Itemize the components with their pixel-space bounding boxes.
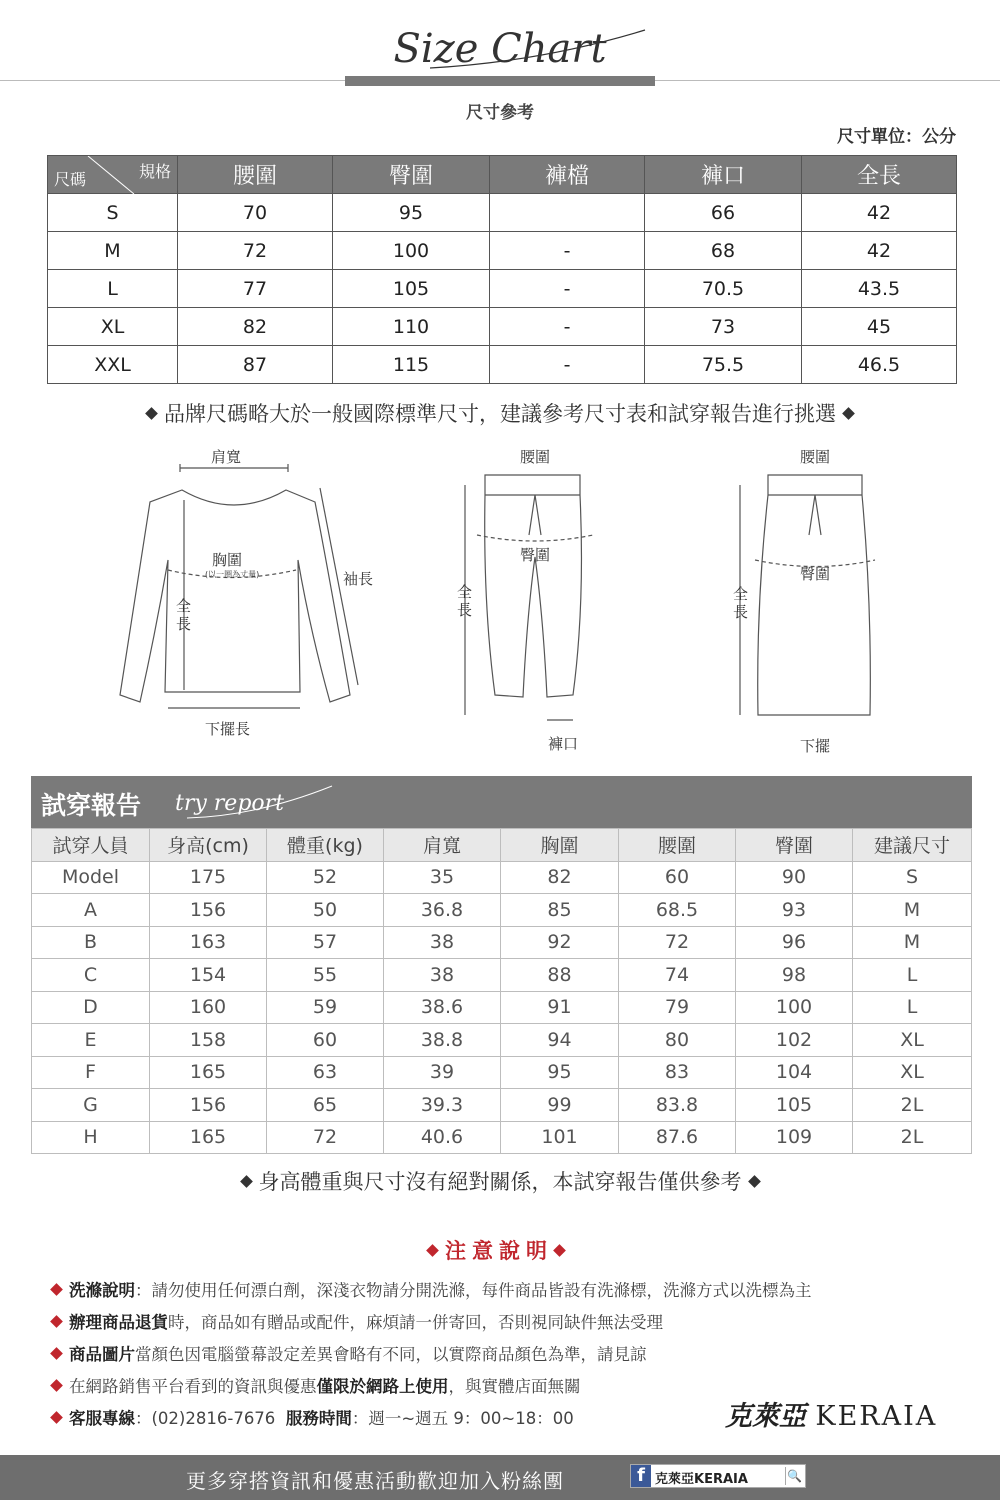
try-report-cell: 72 (619, 926, 736, 959)
size-cell: L (48, 270, 178, 308)
pants-waist-label: 腰圍 (520, 448, 551, 466)
top-length-label: 全長 (176, 597, 192, 633)
svg-text:Size Chart: Size Chart (393, 26, 607, 72)
measurement-cell: 66 (645, 194, 802, 232)
size-row (48, 308, 957, 346)
pants-diagram (455, 465, 605, 735)
try-report-cell: 38.8 (384, 1024, 501, 1057)
skirt-hem-label: 下擺 (800, 737, 831, 755)
try-report-cell: 40.6 (384, 1121, 501, 1154)
caution-item: 商品圖片當顏色因電腦螢幕設定差異會略有不同，以實際商品顏色為準，請見諒 (52, 1341, 647, 1365)
shoulder-label: 肩寬 (211, 448, 242, 466)
try-report-cell: 52 (267, 861, 384, 894)
col-header: 臀圍 (736, 829, 853, 862)
try-report-cell: E (32, 1024, 150, 1057)
skirt-hip-label: 臀圍 (800, 565, 831, 583)
try-report-cell: 105 (736, 1089, 853, 1122)
col-header: 試穿人員 (32, 829, 150, 862)
try-report-cell: 95 (501, 1056, 619, 1089)
skirt-waist-label: 腰圍 (800, 448, 831, 466)
try-report-cell: 38.6 (384, 991, 501, 1024)
try-report-cell: S (853, 861, 972, 894)
caution-item: 客服專線：(02)2816-7676 服務時間：週一~週五 9：00~18：00 (52, 1405, 574, 1429)
try-report-cell: C (32, 959, 150, 992)
size-cell: XL (48, 308, 178, 346)
try-report-cell: G (32, 1089, 150, 1122)
try-report-cell: 158 (150, 1024, 267, 1057)
try-report-cell: F (32, 1056, 150, 1089)
try-report-cell: 82 (501, 861, 619, 894)
try-report-cell: 2L (853, 1121, 972, 1154)
try-report-cell: 156 (150, 894, 267, 927)
pants-length-label: 全長 (457, 583, 473, 619)
col-header: 身高(cm) (150, 829, 267, 862)
measurement-cell: 42 (802, 194, 957, 232)
diamond-icon (240, 1175, 253, 1188)
try-report-cell: 74 (619, 959, 736, 992)
diamond-icon (50, 1347, 63, 1360)
try-report-cell: L (853, 959, 972, 992)
try-report-cell: 38 (384, 959, 501, 992)
try-report-cell: L (853, 991, 972, 1024)
corner-size-label: 尺碼 (54, 170, 87, 189)
try-report-cell: 65 (267, 1089, 384, 1122)
measurement-cell (490, 194, 645, 232)
try-report-row (32, 991, 972, 1024)
try-report-cell: 60 (619, 861, 736, 894)
try-report-script (167, 778, 337, 826)
try-report-cell: 38 (384, 926, 501, 959)
size-table (47, 155, 957, 384)
try-report-cell: 99 (501, 1089, 619, 1122)
top-garment-diagram (110, 440, 390, 740)
measurement-cell: 70 (178, 194, 333, 232)
try-report-row (32, 959, 972, 992)
caution-item: 洗滌說明：請勿使用任何漂白劑，深淺衣物請分開洗滌，每件商品皆設有洗滌標，洗滌方式以洗標為主 (52, 1277, 812, 1301)
try-report-cell: 98 (736, 959, 853, 992)
diamond-icon (145, 407, 158, 420)
size-cell: M (48, 232, 178, 270)
try-report-cell: 39.3 (384, 1089, 501, 1122)
try-report-cell: 72 (267, 1121, 384, 1154)
col-header: 臀圍 (333, 156, 490, 194)
measurement-cell: 82 (178, 308, 333, 346)
try-report-cell: 79 (619, 991, 736, 1024)
caution-item: 辦理商品退貨時，商品如有贈品或配件，麻煩請一併寄回，否則視同缺件無法受理 (52, 1309, 663, 1333)
measurement-cell: 46.5 (802, 346, 957, 384)
try-report-row (32, 861, 972, 894)
try-report-cell: 154 (150, 959, 267, 992)
try-report-row (32, 926, 972, 959)
caution-item: 在網路銷售平台看到的資訊與優惠僅限於網路上使用，與實體店面無關 (52, 1373, 581, 1397)
try-report-row (32, 894, 972, 927)
try-report-cell: A (32, 894, 150, 927)
try-report-cell: 63 (267, 1056, 384, 1089)
measurement-cell: - (490, 346, 645, 384)
try-report-cell: Model (32, 861, 150, 894)
try-report-cell: D (32, 991, 150, 1024)
try-report-row (32, 1056, 972, 1089)
col-header: 建議尺寸 (853, 829, 972, 862)
header-bar (345, 76, 655, 86)
pants-hip-label: 臀圍 (520, 546, 551, 564)
measurement-cell: 73 (645, 308, 802, 346)
diamond-icon (50, 1379, 63, 1392)
try-report-cell: 163 (150, 926, 267, 959)
measurement-cell: 68 (645, 232, 802, 270)
measurement-cell: 115 (333, 346, 490, 384)
try-report-cell: 93 (736, 894, 853, 927)
measurement-cell: 70.5 (645, 270, 802, 308)
try-report-cell: 92 (501, 926, 619, 959)
try-report-cell: 90 (736, 861, 853, 894)
measurement-cell: 95 (333, 194, 490, 232)
try-report-cell: H (32, 1121, 150, 1154)
pants-cuff-label: 褲口 (548, 735, 579, 753)
skirt-diagram (730, 465, 890, 735)
search-icon[interactable]: 🔍 (785, 1467, 803, 1485)
try-report-cell: 87.6 (619, 1121, 736, 1154)
try-report-cell: 83 (619, 1056, 736, 1089)
size-table-corner (48, 156, 178, 194)
try-report-cell: 35 (384, 861, 501, 894)
try-report-cell: 50 (267, 894, 384, 927)
measurement-cell: 77 (178, 270, 333, 308)
chest-note: (以一圈為丈量) (205, 570, 260, 579)
size-row (48, 232, 957, 270)
chest-label: 胸圍 (212, 551, 243, 569)
try-report-cell: 2L (853, 1089, 972, 1122)
measurement-cell: 110 (333, 308, 490, 346)
try-report-cell: 36.8 (384, 894, 501, 927)
col-header: 胸圍 (501, 829, 619, 862)
try-report-cell: M (853, 894, 972, 927)
col-header: 體重(kg) (267, 829, 384, 862)
try-report-note: 身高體重與尺寸沒有絕對關係，本試穿報告僅供參考 (0, 1166, 1000, 1196)
facebook-fanpage-link[interactable] (630, 1464, 806, 1488)
try-report-cell: 94 (501, 1024, 619, 1057)
try-report-cell: 55 (267, 959, 384, 992)
try-report-row (32, 1121, 972, 1154)
try-report-cell: 102 (736, 1024, 853, 1057)
size-row (48, 346, 957, 384)
sleeve-label: 袖長 (343, 570, 374, 588)
try-report-title: 試穿報告 (41, 791, 142, 820)
footer-text: 更多穿搭資訊和優惠活動歡迎加入粉絲團 (186, 1469, 564, 1493)
measurement-cell: - (490, 232, 645, 270)
try-report-cell: 175 (150, 861, 267, 894)
measurement-cell: - (490, 270, 645, 308)
try-report-cell: 83.8 (619, 1089, 736, 1122)
col-header: 腰圍 (178, 156, 333, 194)
col-header: 腰圍 (619, 829, 736, 862)
col-header: 褲檔 (490, 156, 645, 194)
brand-logo: 克萊亞 KERAIA (725, 1401, 938, 1432)
try-report-row (32, 1024, 972, 1057)
size-note: 品牌尺碼略大於一般國際標準尺寸，建議參考尺寸表和試穿報告進行挑選 (0, 398, 1000, 428)
size-cell: S (48, 194, 178, 232)
diamond-icon (50, 1283, 63, 1296)
try-report-cell: 57 (267, 926, 384, 959)
measurement-cell: 100 (333, 232, 490, 270)
try-report-cell: 39 (384, 1056, 501, 1089)
col-header: 肩寬 (384, 829, 501, 862)
measurement-cell: 87 (178, 346, 333, 384)
try-report-cell: 88 (501, 959, 619, 992)
try-report-cell: 104 (736, 1056, 853, 1089)
try-report-cell: XL (853, 1024, 972, 1057)
measurement-cell: 105 (333, 270, 490, 308)
size-cell: XXL (48, 346, 178, 384)
diamond-icon (50, 1411, 63, 1424)
unit-label: 尺寸單位：公分 (837, 127, 956, 147)
try-report-cell: 165 (150, 1121, 267, 1154)
facebook-icon: f (631, 1465, 651, 1487)
try-report-table (31, 828, 972, 1154)
try-report-cell: 60 (267, 1024, 384, 1057)
size-row (48, 270, 957, 308)
try-report-cell: 109 (736, 1121, 853, 1154)
try-report-row (32, 1089, 972, 1122)
diamond-icon (842, 407, 855, 420)
measurement-cell: 75.5 (645, 346, 802, 384)
col-header: 褲口 (645, 156, 802, 194)
try-report-cell: XL (853, 1056, 972, 1089)
size-row (48, 194, 957, 232)
diamond-icon (426, 1244, 439, 1257)
measurement-cell: - (490, 308, 645, 346)
caution-title: 注意說明 (0, 1235, 1000, 1265)
col-header: 全長 (802, 156, 957, 194)
try-report-cell: 101 (501, 1121, 619, 1154)
try-report-cell: 160 (150, 991, 267, 1024)
try-report-cell: 165 (150, 1056, 267, 1089)
footer-bar (0, 1455, 1000, 1500)
try-report-header (31, 776, 972, 828)
try-report-cell: 96 (736, 926, 853, 959)
diamond-icon (50, 1315, 63, 1328)
try-report-cell: 59 (267, 991, 384, 1024)
size-chart-script-title (340, 18, 660, 78)
try-report-cell: 80 (619, 1024, 736, 1057)
try-report-cell: 91 (501, 991, 619, 1024)
try-report-cell: 156 (150, 1089, 267, 1122)
size-table-header (48, 156, 957, 194)
try-report-header-row (32, 829, 972, 862)
try-report-cell: B (32, 926, 150, 959)
hem-length-label: 下擺長 (205, 720, 251, 738)
diamond-icon (553, 1244, 566, 1257)
svg-text:try report: try report (175, 791, 285, 816)
measurement-cell: 42 (802, 232, 957, 270)
measurement-cell: 45 (802, 308, 957, 346)
try-report-cell: 100 (736, 991, 853, 1024)
measurement-cell: 43.5 (802, 270, 957, 308)
try-report-cell: 85 (501, 894, 619, 927)
fanpage-name: 克萊亞KERAIA (655, 1472, 748, 1487)
page-subtitle: 尺寸參考 (466, 103, 534, 123)
measurement-cell: 72 (178, 232, 333, 270)
corner-spec-label: 規格 (138, 162, 171, 181)
diamond-icon (748, 1175, 761, 1188)
try-report-cell: M (853, 926, 972, 959)
try-report-cell: 68.5 (619, 894, 736, 927)
skirt-length-label: 全長 (733, 585, 749, 621)
